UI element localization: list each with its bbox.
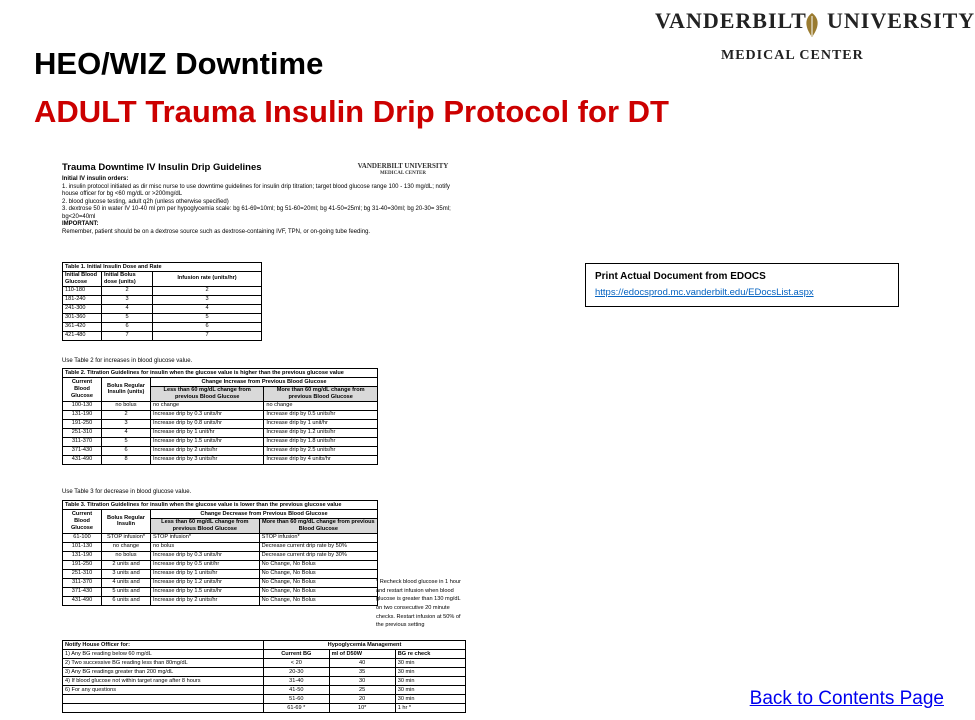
- protocol-document-image: [58, 158, 466, 720]
- notify-item: 6) For any questions: [63, 686, 264, 695]
- hypoglycemia-header: ml of D50W: [329, 650, 395, 659]
- table-cell: no bolus: [102, 401, 151, 410]
- table-row: [63, 401, 378, 410]
- table-cell: no bolus: [151, 542, 260, 551]
- table-row: [63, 542, 378, 551]
- table-row: [63, 695, 466, 704]
- table-row: [63, 668, 466, 677]
- logo-vanderbilt-text: VANDERBILT: [655, 8, 807, 33]
- table-cell: Increase drip by 0.3 units/hr: [151, 410, 264, 419]
- table-cell: 61-100: [63, 533, 102, 542]
- table-cell: Increase drip by 0.3 units/hr: [151, 551, 260, 560]
- table-row: [63, 650, 466, 659]
- table-cell: 371-430: [63, 446, 102, 455]
- vanderbilt-logo: [655, 8, 975, 68]
- table-row: [63, 313, 262, 322]
- table-cell: 5: [102, 437, 151, 446]
- table-cell: 5 units and: [102, 587, 151, 596]
- doc-title: Trauma Downtime IV Insulin Drip Guidelines: [62, 162, 262, 173]
- table-2-body: [63, 401, 378, 464]
- edocs-link[interactable]: https://edocsprod.mc.vanderbilt.edu/EDocsList.aspx: [595, 287, 814, 298]
- table-row: [63, 322, 262, 331]
- table-row: [63, 428, 378, 437]
- table-cell: No Change, No Bolus: [259, 560, 377, 569]
- table-cell: no change: [102, 542, 151, 551]
- table-cell: 4: [102, 304, 153, 313]
- table-1-header: Infusion rate (units/hr): [153, 272, 262, 287]
- hypoglycemia-cell: 30 min: [395, 686, 465, 695]
- table-cell: 6: [102, 446, 151, 455]
- table-row: [63, 304, 262, 313]
- table-cell: 2: [102, 286, 153, 295]
- table-cell: 181-240: [63, 295, 102, 304]
- table-cell: No Change, No Bolus: [259, 587, 377, 596]
- table-cell: Increase drip by 0.5 unit/hr: [151, 560, 260, 569]
- table-cell: 191-250: [63, 560, 102, 569]
- table-4-right-header: Hypoglycemia Management: [264, 641, 466, 650]
- table-3-body: [63, 533, 378, 605]
- use-table-3: Use Table 3 for decrease in blood glucose value.: [62, 489, 192, 495]
- table-cell: Increase drip by 2 units/hr: [151, 596, 260, 605]
- use-table-2: Use Table 2 for increases in blood glucose value.: [62, 358, 193, 364]
- table-cell: 2: [153, 286, 262, 295]
- table-row: [63, 578, 378, 587]
- table-1: [62, 262, 262, 341]
- table-3-header: Bolus Regular Insulin: [102, 510, 151, 534]
- table-cell: 371-430: [63, 587, 102, 596]
- table-cell: Increase drip by 0.8 units/hr: [151, 419, 264, 428]
- table-row: [63, 419, 378, 428]
- table-cell: 6: [153, 322, 262, 331]
- hypoglycemia-cell: 30 min: [395, 695, 465, 704]
- table-row: [63, 704, 466, 713]
- table-2-group-header: Change Increase from Previous Blood Glucose: [151, 378, 378, 387]
- table-4-body: [63, 650, 466, 713]
- table-row: [63, 551, 378, 560]
- table-cell: Increase drip by 1.5 units/hr: [151, 437, 264, 446]
- table-2-header: More than 60 mg/dL change from previous Blood Glucose: [264, 387, 378, 402]
- table-cell: 4: [153, 304, 262, 313]
- doc-logo: [343, 162, 463, 177]
- table-cell: 7: [102, 331, 153, 340]
- slide-subtitle: ADULT Trauma Insulin Drip Protocol for DT: [34, 94, 669, 129]
- table-cell: 5: [102, 313, 153, 322]
- table-3-note: * Recheck blood glucose in 1 hour and restart infusion when blood glucose is greater than 130 mg/dL on two consecutive 20 minute checks. Restart infusion at 50% of the previous setting: [376, 579, 461, 629]
- table-row: [63, 533, 378, 542]
- table-row: [63, 455, 378, 464]
- table-cell: 3: [102, 419, 151, 428]
- table-row: [63, 596, 378, 605]
- table-row: [63, 677, 466, 686]
- print-document-label: Print Actual Document from EDOCS: [595, 271, 766, 282]
- table-3-header: Less than 60 mg/dL change from previous Blood Glucose: [151, 519, 260, 534]
- table-cell: no change: [151, 401, 264, 410]
- table-2-caption: Table 2. Titration Guidelines for insulin when the glucose value is higher than the previous glucose value: [63, 369, 378, 378]
- table-cell: 7: [153, 331, 262, 340]
- table-row: [63, 286, 262, 295]
- important-heading: IMPORTANT:: [62, 221, 99, 227]
- table-cell: 361-420: [63, 322, 102, 331]
- order-2: 2. blood glucose testing, adult q2h (unless otherwise specified): [62, 198, 229, 205]
- back-to-contents-link[interactable]: Back to Contents Page: [749, 688, 944, 709]
- table-row: [63, 437, 378, 446]
- table-cell: 431-490: [63, 455, 102, 464]
- table-cell: Increase drip by 1 unit/hr: [264, 419, 378, 428]
- hypoglycemia-cell: 30 min: [395, 659, 465, 668]
- hypoglycemia-header: Current BG: [264, 650, 330, 659]
- table-cell: 131-190: [63, 551, 102, 560]
- table-cell: no bolus: [102, 551, 151, 560]
- table-cell: 301-360: [63, 313, 102, 322]
- table-cell: 2 units and: [102, 560, 151, 569]
- table-cell: No Change, No Bolus: [259, 569, 377, 578]
- hypoglycemia-cell: 30: [329, 677, 395, 686]
- table-cell: 6: [102, 322, 153, 331]
- orders-heading: Initial IV insulin orders:: [62, 176, 129, 182]
- table-2-header: Current Blood Glucose: [63, 378, 102, 402]
- hypoglycemia-cell: 30 min: [395, 668, 465, 677]
- hypoglycemia-cell: 35: [329, 668, 395, 677]
- table-cell: 241-300: [63, 304, 102, 313]
- table-row: [63, 587, 378, 596]
- table-cell: 101-130: [63, 542, 102, 551]
- notify-item: 2) Two successive BG reading less than 80mg/dL: [63, 659, 264, 668]
- table-cell: No Change, No Bolus: [259, 596, 377, 605]
- table-cell: 110-180: [63, 286, 102, 295]
- doc-logo-line2: MEDICAL CENTER: [380, 170, 426, 176]
- hypoglycemia-cell: 61-69 *: [264, 704, 330, 713]
- table-row: [63, 560, 378, 569]
- table-cell: 191-250: [63, 419, 102, 428]
- table-cell: Increase drip by 1.2 units/hr: [151, 578, 260, 587]
- table-cell: 3: [153, 295, 262, 304]
- notify-item: [63, 704, 264, 713]
- table-row: [63, 410, 378, 419]
- hypoglycemia-cell: 25: [329, 686, 395, 695]
- table-4: [62, 640, 466, 713]
- table-cell: STOP infusion*: [102, 533, 151, 542]
- hypoglycemia-cell: 41-50: [264, 686, 330, 695]
- table-cell: Increase drip by 0.5 units/hr: [264, 410, 378, 419]
- order-3: 3. dextrose 50 in water IV 10-40 ml prn per hypoglycemia scale: bg 61-69=10ml; bg 51-60=20ml; bg 41-50=25ml; bg 31-40=30ml; bg 20-30= 35ml; bg<20=40ml: [62, 206, 451, 220]
- table-2-header: Less than 60 mg/dL change from previous Blood Glucose: [151, 387, 264, 402]
- table-cell: Increase drip by 1.2 units/hr: [264, 428, 378, 437]
- table-cell: No Change, No Bolus: [259, 578, 377, 587]
- table-cell: 6 units and: [102, 596, 151, 605]
- table-cell: 3: [102, 295, 153, 304]
- table-cell: 100-130: [63, 401, 102, 410]
- hypoglycemia-cell: 31-40: [264, 677, 330, 686]
- hypoglycemia-cell: 51-60: [264, 695, 330, 704]
- table-row: [63, 295, 262, 304]
- notify-item: [63, 695, 264, 704]
- table-1-header: Initial Bolus dose (units): [102, 272, 153, 287]
- table-cell: 5: [153, 313, 262, 322]
- logo-university-text: UNIVERSITY: [827, 8, 975, 33]
- table-cell: 8: [102, 455, 151, 464]
- hypoglycemia-cell: 20: [329, 695, 395, 704]
- table-3-group-header: Change Decrease from Previous Blood Glucose: [151, 510, 378, 519]
- table-cell: Decrease current drip rate by 30%: [259, 551, 377, 560]
- table-cell: STOP infusion*: [259, 533, 377, 542]
- table-cell: no change: [264, 401, 378, 410]
- table-3-caption: Table 3. Titration Guidelines for insulin when the glucose value is lower than the previous glucose value: [63, 501, 378, 510]
- hypoglycemia-cell: 40: [329, 659, 395, 668]
- doc-logo-line1: VANDERBILT UNIVERSITY: [357, 162, 449, 170]
- doc-orders: [62, 176, 462, 236]
- table-row: [63, 331, 262, 340]
- hypoglycemia-cell: 1 hr *: [395, 704, 465, 713]
- notify-item: 3) Any BG readings greater than 200 mg/dL: [63, 668, 264, 677]
- table-2: [62, 368, 378, 465]
- table-cell: Increase drip by 2.5 units/hr: [264, 446, 378, 455]
- table-2-header: Bolus Regular Insulin (units): [102, 378, 151, 402]
- important-text: Remember, patient should be on a dextrose source such as dextrose-containing IVF, TPN, or on-going tube feeding.: [62, 228, 371, 235]
- order-1: 1. insulin protocol initiated as dir misc nurse to use downtime guidelines for insulin drip titration; target blood glucose range 100 - 130 mg/dL; notify house officer for bg <60 mg/dL or >200mg/dL: [62, 183, 450, 197]
- table-cell: 3 units and: [102, 569, 151, 578]
- table-row: [63, 446, 378, 455]
- table-row: [63, 569, 378, 578]
- table-1-body: [63, 286, 262, 340]
- table-cell: 2: [102, 410, 151, 419]
- hypoglycemia-cell: 10*: [329, 704, 395, 713]
- notify-item: 4) If blood glucose not within target range after 8 hours: [63, 677, 264, 686]
- table-cell: 311-370: [63, 578, 102, 587]
- print-document-box: [585, 263, 899, 307]
- table-cell: Increase drip by 3 units/hr: [151, 455, 264, 464]
- table-cell: 4 units and: [102, 578, 151, 587]
- hypoglycemia-cell: 20-30: [264, 668, 330, 677]
- table-cell: STOP infusion*: [151, 533, 260, 542]
- notify-item: 1) Any BG reading below 60 mg/dL: [63, 650, 264, 659]
- table-cell: 4: [102, 428, 151, 437]
- table-1-header: Initial Blood Glucose: [63, 272, 102, 287]
- table-row: [63, 686, 466, 695]
- table-cell: Increase drip by 1 units/hr: [151, 569, 260, 578]
- table-cell: Decrease current drip rate by 50%: [259, 542, 377, 551]
- table-cell: 251-310: [63, 569, 102, 578]
- table-row: [63, 659, 466, 668]
- table-3-header: More than 60 mg/dL change from previous Blood Glucose: [259, 519, 377, 534]
- table-cell: 131-190: [63, 410, 102, 419]
- hypoglycemia-cell: < 20: [264, 659, 330, 668]
- vanderbilt-oak-leaf-icon: [801, 12, 823, 38]
- table-cell: 311-370: [63, 437, 102, 446]
- table-cell: Increase drip by 1 unit/hr: [151, 428, 264, 437]
- table-cell: Increase drip by 1.8 units/hr: [264, 437, 378, 446]
- hypoglycemia-header: BG re check: [395, 650, 465, 659]
- table-cell: Increase drip by 4 units/hr: [264, 455, 378, 464]
- hypoglycemia-cell: 30 min: [395, 677, 465, 686]
- table-cell: Increase drip by 2 units/hr: [151, 446, 264, 455]
- table-cell: 421-480: [63, 331, 102, 340]
- table-1-caption: Table 1. Initial Insulin Dose and Rate: [63, 263, 262, 272]
- table-3: [62, 500, 378, 606]
- logo-medical-center-text: MEDICAL CENTER: [721, 48, 864, 63]
- table-3-header: Current Blood Glucose: [63, 510, 102, 534]
- table-4-left-header: Notify House Officer for:: [63, 641, 264, 650]
- table-cell: Increase drip by 1.5 units/hr: [151, 587, 260, 596]
- table-cell: 251-310: [63, 428, 102, 437]
- table-cell: 431-490: [63, 596, 102, 605]
- slide-title: HEO/WIZ Downtime: [34, 46, 324, 81]
